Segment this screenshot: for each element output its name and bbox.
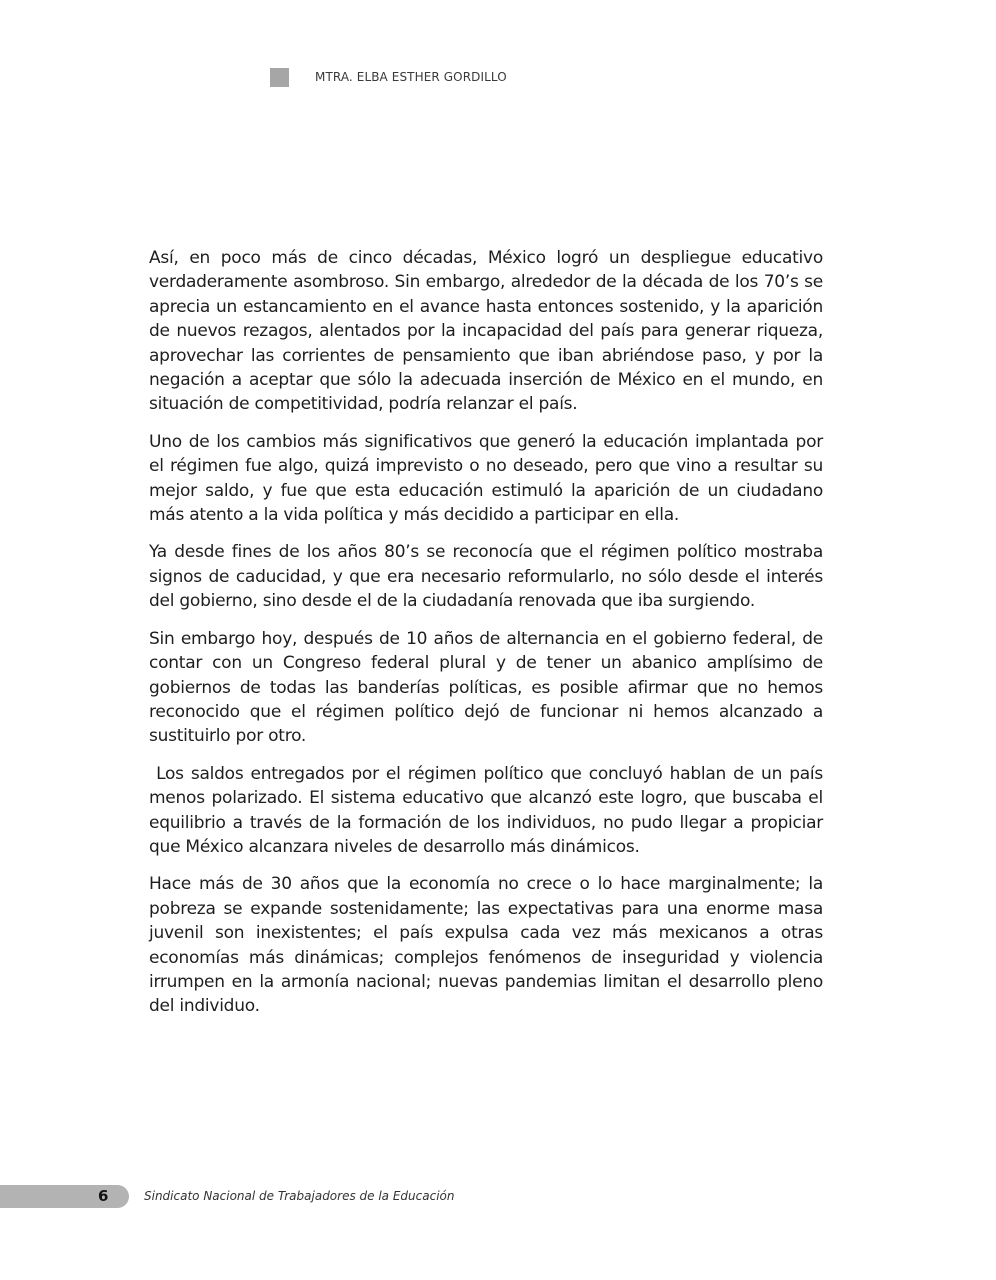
paragraph: Sin embargo hoy, después de 10 años de alternancia en el gobierno federal, de contar con un Congreso federal plural y de tener un abanico amplísimo de gobiernos de todas las banderías políticas, es posible afirmar que no hemos reconocido que el régimen político dejó de funcionar ni hemos alcanzado a sustituirlo por otro. <box>149 628 823 747</box>
header-marker <box>270 68 289 87</box>
body-text <box>149 246 829 1032</box>
paragraph: Ya desde fines de los años 80’s se reconocía que el régimen político mostraba signos de caducidad, y que era necesario reformularlo, no sólo desde el interés del gobierno, sino desde el de la ciudadanía renovada que iba surgiendo. <box>149 542 823 612</box>
paragraph: Así, en poco más de cinco décadas, México logró un despliegue educativo verdaderamente asombroso. Sin embargo, alrededor de la década de los 70’s se aprecia un estancamiento en el avance hasta entonces sostenido, y la aparición de nuevos rezagos, alentados por la incapacidad del país para generar riqueza, aprovechar las corrientes de pensamiento que iban abriéndose paso, y por la negación a aceptar que sólo la adecuada inserción de México en el mundo, en situación de competitividad, podría relanzar el país. <box>149 248 823 415</box>
page-number: 6 <box>98 1187 109 1205</box>
paragraph: Uno de los cambios más significativos que generó la educación implantada por el régimen fue algo, quizá imprevisto o no deseado, pero que vino a resultar su mejor saldo, y fue que esta educación estimuló la aparición de un ciudadano más atento a la vida política y más decidido a participar en ella. <box>149 431 823 526</box>
paragraph: Los saldos entregados por el régimen político que concluyó hablan de un país menos polarizado. El sistema educativo que alcanzó este logro, que buscaba el equilibrio a través de la formación de los individuos, no pudo llegar a propiciar que México alcanzara niveles de desarrollo más dinámicos. <box>149 763 829 857</box>
paragraph: Hace más de 30 años que la economía no crece o lo hace marginalmente; la pobreza se expande sostenidamente; las expectativas para una enorme masa juvenil son inexistentes; el país expulsa cada vez más mexicanos a otras economías más dinámicas; complejos fenómenos de inseguridad y violencia irrumpen en la armonía nacional; nuevas pandemias limitan el desarrollo pleno del individuo. <box>149 874 823 1017</box>
running-header-author: MTRA. ELBA ESTHER GORDILLO <box>315 70 507 84</box>
footer-tab <box>0 1185 129 1208</box>
footer-organization: Sindicato Nacional de Trabajadores de la Educación <box>144 1189 455 1203</box>
